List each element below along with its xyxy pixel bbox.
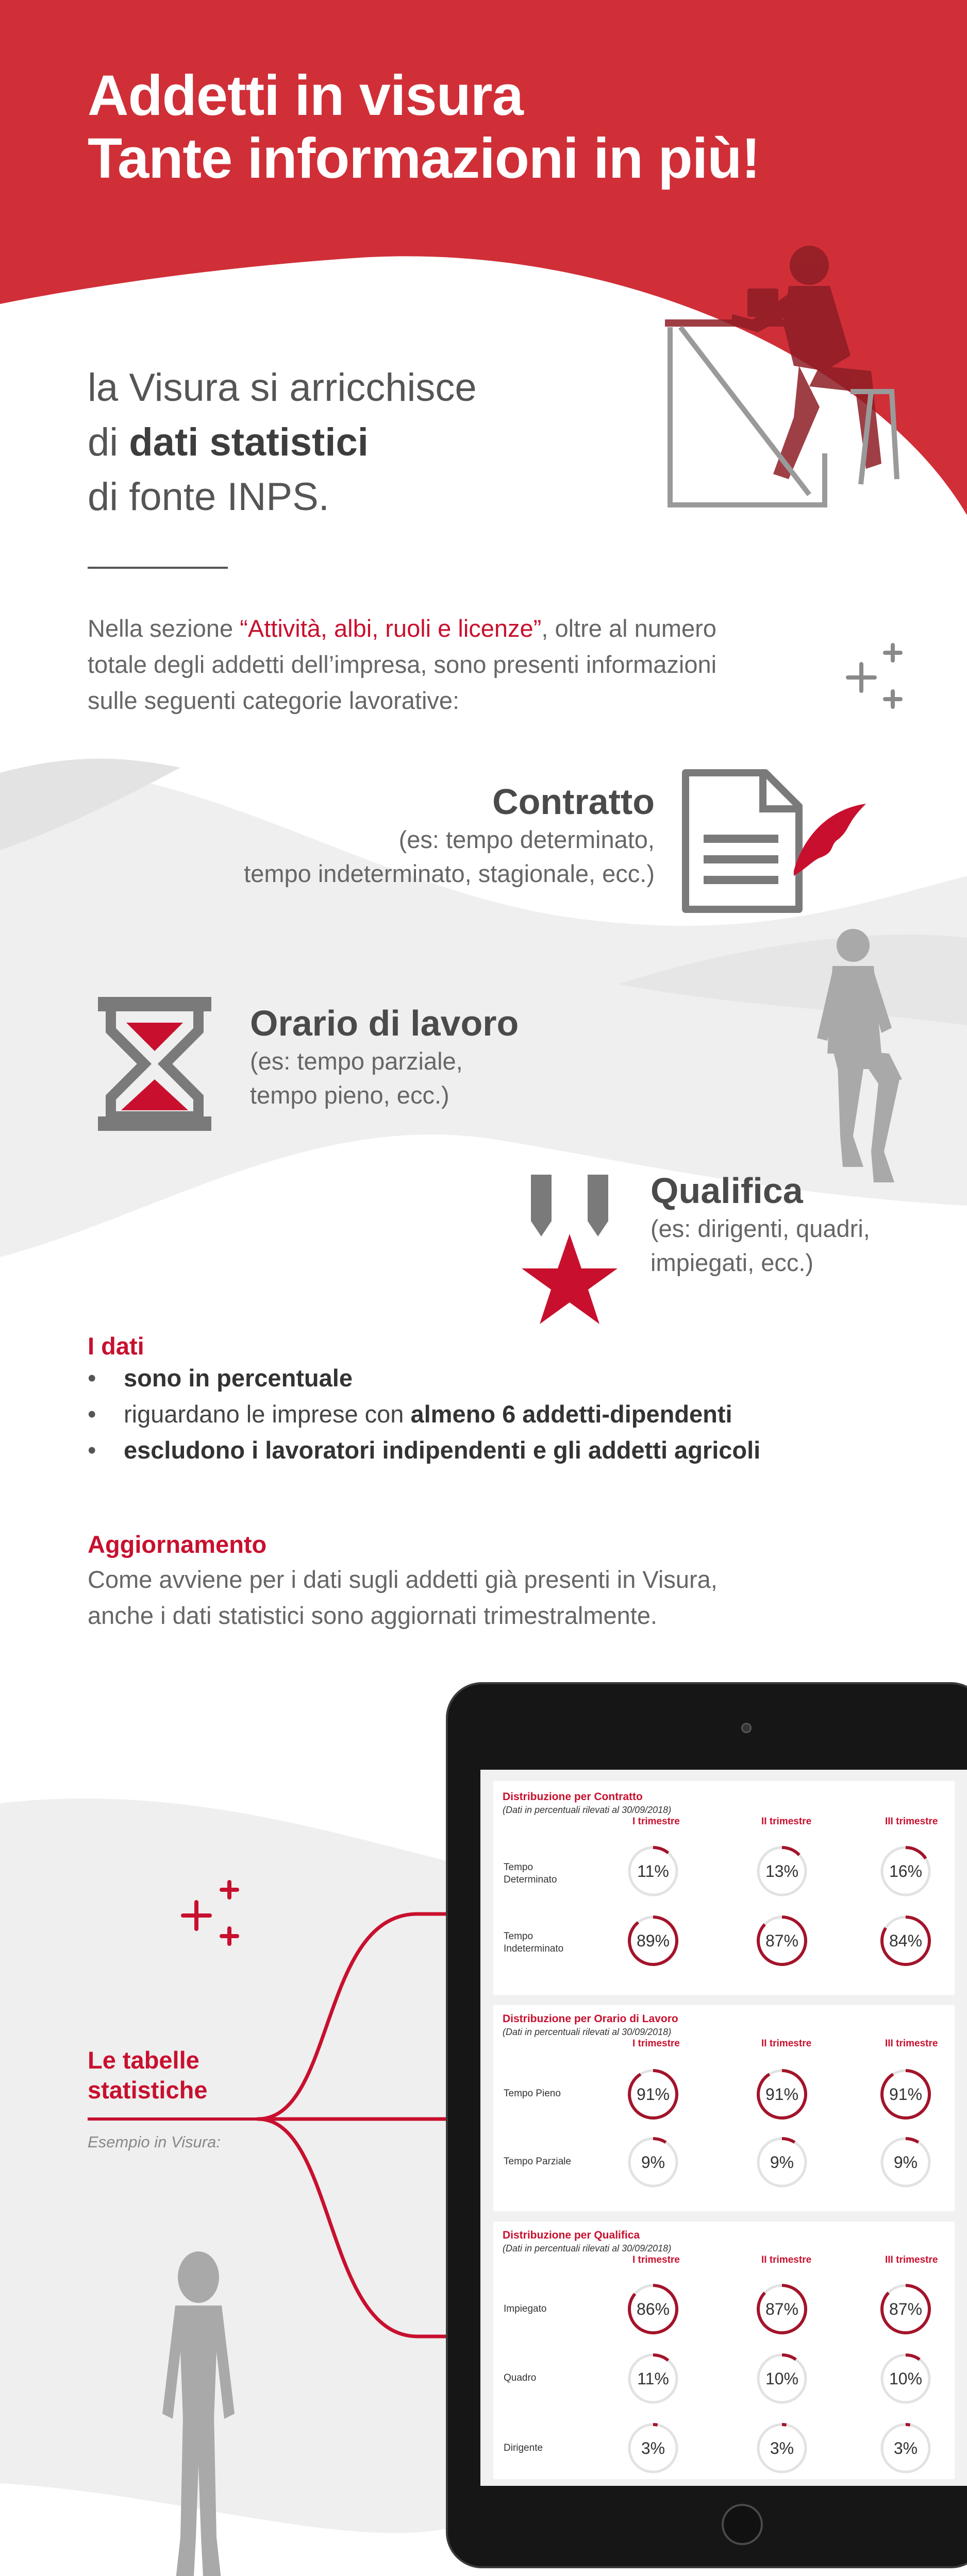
- contratto-desc-2: tempo indeterminato, stagionale, ecc.): [244, 860, 655, 887]
- donut-chart: [877, 2066, 934, 2123]
- aggiornamento-heading: Aggiornamento: [88, 1531, 267, 1558]
- section-link-text: “Attività, albi, ruoli e licenze”: [240, 615, 542, 642]
- donut-chart: [625, 2066, 681, 2123]
- donut-value: 89%: [636, 1931, 670, 1950]
- donut-value: 87%: [765, 2299, 799, 2318]
- donut-value: 10%: [765, 2369, 799, 2388]
- donut-value: 10%: [889, 2369, 923, 2388]
- col-header: III trimestre: [885, 2038, 938, 2049]
- orario-desc-2: tempo pieno, ecc.): [250, 1081, 449, 1109]
- dati-item-3: escludono i lavoratori indipendenti e gli addetti agricoli: [124, 1436, 761, 1464]
- category-qualifica: [651, 1170, 870, 1280]
- aggiornamento-line-2: anche i dati statistici sono aggiornati trimestralmente.: [88, 1602, 658, 1629]
- dati-item-1: sono in percentuale: [124, 1364, 353, 1392]
- donut-chart: [625, 1843, 681, 1900]
- donut-chart: [625, 2350, 681, 2407]
- person-desk-silhouette-icon: [655, 237, 923, 515]
- donut-value: 13%: [765, 1861, 799, 1880]
- dati-list: [88, 1360, 760, 1468]
- dati-item-2-bold: almeno 6 addetti-dipendenti: [410, 1400, 732, 1428]
- plus-sparkle-icon: [843, 641, 905, 714]
- intro-line-1: la Visura si arricchisce: [88, 366, 477, 410]
- donut-chart: [625, 1912, 681, 1969]
- divider: [88, 567, 228, 569]
- row-label: Tempo Parziale: [504, 2156, 571, 2167]
- businessman-sitting-silhouette-icon: [796, 925, 930, 1193]
- plus-sparkle-icon: [178, 1875, 245, 1947]
- donut-chart: [625, 2134, 681, 2191]
- col-header: II trimestre: [761, 1816, 812, 1827]
- row-label: Tempo Indeterminato: [504, 1931, 564, 1954]
- donut-chart: [877, 2134, 934, 2191]
- donut-value: 9%: [893, 2153, 918, 2172]
- col-header: I trimestre: [632, 2255, 680, 2265]
- row-label: Tempo Pieno: [504, 2088, 561, 2099]
- col-header: II trimestre: [761, 2038, 812, 2049]
- dati-item: [88, 1360, 760, 1396]
- donut-value: 3%: [770, 2438, 794, 2458]
- table-subtitle: (Dati in percentuali rilevati al 30/09/2018): [503, 1805, 672, 1815]
- category-orario: [250, 1002, 519, 1112]
- donut-chart: [877, 2350, 934, 2407]
- document-quill-icon: [675, 768, 871, 917]
- qualifica-title: Qualifica: [651, 1171, 803, 1211]
- section-post: , oltre al numero totale degli addetti dell’impresa, sono presenti informazioni sulle seguenti categorie lavorative:: [88, 615, 717, 714]
- donut-chart: [625, 2420, 681, 2477]
- row-label: Tempo Determinato: [504, 1862, 557, 1885]
- col-header: II trimestre: [761, 2255, 812, 2265]
- orario-desc-1: (es: tempo parziale,: [250, 1047, 463, 1075]
- table-title: Distribuzione per Contratto: [503, 1791, 643, 1803]
- table-contratto: [493, 1781, 955, 1995]
- tabelle-label-1: Le tabelle: [88, 2046, 199, 2074]
- hourglass-icon: [93, 994, 216, 1133]
- contratto-title: Contratto: [492, 782, 655, 822]
- table-qualifica: [493, 2222, 955, 2479]
- table-title: Distribuzione per Qualifica: [503, 2229, 640, 2241]
- donut-value: 91%: [889, 2084, 923, 2104]
- donut-value: 3%: [893, 2438, 918, 2458]
- col-header: I trimestre: [632, 1816, 680, 1827]
- donut-value: 84%: [889, 1931, 923, 1950]
- category-contratto: [206, 781, 655, 891]
- donut-chart: [754, 2281, 810, 2337]
- col-header: III trimestre: [885, 1816, 938, 1827]
- contratto-desc-1: (es: tempo determinato,: [398, 826, 655, 853]
- title-line-1: Addetti in visura: [88, 64, 523, 127]
- intro-line-3: di fonte INPS.: [88, 475, 329, 519]
- donut-chart: [877, 1843, 934, 1900]
- intro-line-2-pre: di: [88, 420, 129, 464]
- esempio-caption: Esempio in Visura:: [88, 2133, 221, 2151]
- dati-item: [88, 1396, 760, 1432]
- aggiornamento-line-1: Come avviene per i dati sugli addetti già presenti in Visura,: [88, 1566, 718, 1593]
- section-pre: Nella sezione: [88, 615, 240, 642]
- intro-bold: dati statistici: [129, 420, 369, 464]
- donut-chart: [877, 2281, 934, 2337]
- donut-chart: [877, 2420, 934, 2477]
- donut-value: 3%: [641, 2438, 665, 2458]
- dati-item-2-pre: riguardano le imprese con: [124, 1400, 411, 1428]
- tabelle-label: [88, 2045, 207, 2105]
- donut-chart: [754, 2066, 810, 2123]
- donut-value: 9%: [641, 2153, 665, 2172]
- intro-text: [88, 361, 477, 524]
- tablet-camera: [741, 1723, 752, 1733]
- aggiornamento-block: [88, 1528, 809, 1634]
- title-line-2: Tante informazioni in più!: [88, 127, 760, 190]
- donut-value: 87%: [889, 2299, 923, 2318]
- donut-chart: [754, 2350, 810, 2407]
- businesswoman-silhouette-icon: [131, 2249, 265, 2576]
- donut-value: 86%: [636, 2299, 670, 2318]
- tablet-home-button[interactable]: [722, 2504, 763, 2545]
- donut-value: 9%: [770, 2153, 794, 2172]
- page-title: [88, 64, 760, 190]
- dati-item: [88, 1432, 760, 1468]
- donut-value: 91%: [765, 2084, 799, 2104]
- donut-value: 16%: [889, 1861, 923, 1880]
- table-orario: [493, 2005, 955, 2211]
- table-subtitle: (Dati in percentuali rilevati al 30/09/2018): [503, 2243, 672, 2253]
- donut-chart: [625, 2281, 681, 2337]
- donut-chart: [754, 2134, 810, 2191]
- section-paragraph: [88, 611, 737, 719]
- donut-chart: [754, 1912, 810, 1969]
- medal-star-icon: [510, 1170, 629, 1340]
- orario-title: Orario di lavoro: [250, 1003, 519, 1043]
- col-header: I trimestre: [632, 2038, 680, 2049]
- qualifica-desc-2: impiegati, ecc.): [651, 1249, 814, 1276]
- row-label: Quadro: [504, 2372, 537, 2383]
- donut-chart: [754, 1843, 810, 1900]
- dati-heading: I dati: [88, 1332, 144, 1360]
- tabelle-underline: [88, 2117, 258, 2121]
- donut-chart: [754, 2420, 810, 2477]
- tabelle-label-2: statistiche: [88, 2076, 208, 2104]
- tablet-screen: [480, 1770, 967, 2486]
- row-label: Impiegato: [504, 2303, 547, 2314]
- col-header: III trimestre: [885, 2255, 938, 2265]
- qualifica-desc-1: (es: dirigenti, quadri,: [651, 1215, 870, 1242]
- donut-value: 11%: [637, 2369, 669, 2388]
- donut-value: 11%: [637, 1861, 669, 1880]
- donut-value: 87%: [765, 1931, 799, 1950]
- donut-value: 91%: [636, 2084, 670, 2104]
- donut-chart: [877, 1912, 934, 1969]
- table-title: Distribuzione per Orario di Lavoro: [503, 2013, 678, 2025]
- table-subtitle: (Dati in percentuali rilevati al 30/09/2018): [503, 2027, 672, 2037]
- row-label: Dirigente: [504, 2443, 543, 2453]
